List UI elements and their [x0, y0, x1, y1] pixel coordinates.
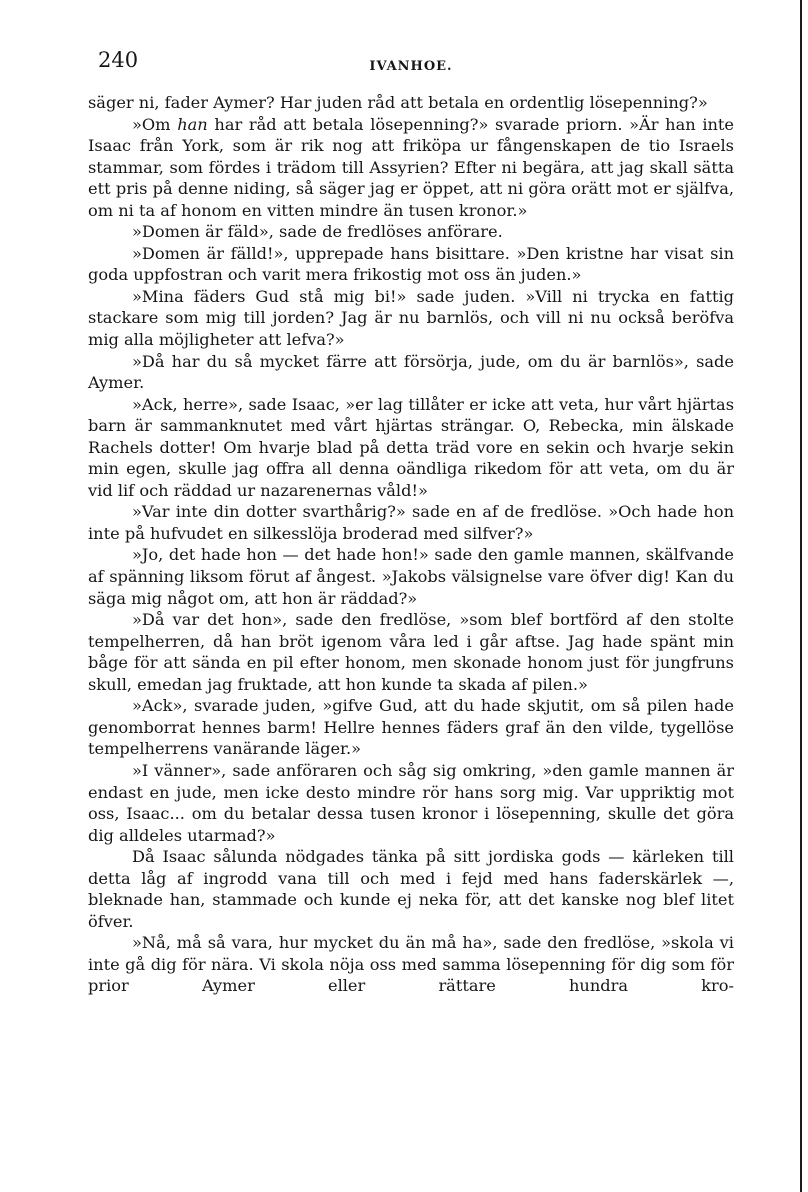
paragraph: »Var inte din dotter svarthårig?» sade en af de fredlöse. »Och hade hon inte på hufvudet en silkesslöja broderad med silfver?» — [88, 502, 734, 543]
page-header — [88, 48, 734, 92]
paragraph-text: har råd att betala lösepenning?» svarade priorn. »Är han inte Isaac från York, som är rik nog att friköpa ur fångenskapen de tio Israels stammar, som fördes i trädom till Assyrien? Efter ni begära, att jag skall sätta ett pris på denne niding, så säger jag er öppet, att ni göra orätt mot er själfva, om ni ta af honom en vitten mindre än tusen kronor.» — [88, 114, 735, 220]
paragraph: »I vänner», sade anföraren och såg sig omkring, »den gamle mannen är endast en jude, men icke desto mindre rör hans sorg mig. Var uppriktig mot oss, Isaac... om du betalar dessa tusen kronor i lösepenning, skulle det göra dig alldeles utarmad?» — [88, 760, 734, 845]
paragraph: »Då var det hon», sade den fredlöse, »som blef bortförd af den stolte tempelherren, då han bröt igenom våra led i går aftse. Jag hade spänt min båge för att sända en pil efter honom, men skonade honom just för jungfruns skull, emedan jag fruktade, att hon kunde ta skada af pilen.» — [88, 610, 734, 694]
body-text — [88, 92, 734, 997]
page-edge — [794, 0, 808, 1192]
paragraph: »Jo, det hade hon — det hade hon!» sade den gamle mannen, skälfvande af spänning liksom förut af ångest. »Jakobs välsignelse vare öfver dig! Kan du säga mig något om, att hon är räddad?» — [88, 545, 734, 608]
paragraph: »Domen är fäld», sade de fredlöses anförare. — [132, 222, 503, 242]
emphasis-text: han — [177, 114, 208, 134]
paragraph: »Ack», svarade juden, »gifve Gud, att du hade skjutit, om så pilen hade genomborrat hennes barm! Hellre hennes fäders graf än den vilde, tygellöse tempelherrens vanärande läger.» — [88, 696, 734, 759]
paragraph-text: »Om — [132, 114, 178, 134]
paragraph: Då Isaac sålunda nödgades tänka på sitt jordiska gods — kärleken till detta låg af ingrodd vana till och med i fejd med hans faderskärlek —, bleknade han, stammade och kunde ej neka för, att det kanske nog blef litet öfver. — [88, 847, 734, 931]
paragraph: »Domen är fälld!», upprepade hans bisittare. »Den kristne har visat sin goda uppfostran och varit mera frikostig mot oss än juden.» — [88, 243, 734, 285]
paragraph: »Nå, må så vara, hur mycket du än må ha», sade den fredlöse, »skola vi inte gå dig för nära. Vi skola nöja oss med samma lösepenning för dig som för prior Aymer eller rättare hundra kro- — [88, 933, 734, 996]
paragraph: »Då har du så mycket färre att försörja, jude, om du är barnlös», sade Aymer. — [88, 351, 734, 393]
paragraph: »Ack, herre», sade Isaac, »er lag tillåter er icke att veta, hur vårt hjärtas barn är sammanknutet med vårt hjärtas strängar. O, Rebecka, min älskade Rachels dotter! Om hvarje blad på detta träd vore en sekin och hvarje sekin min egen, skulle jag offra all denna oändliga rikedom för att veta, om du är vid lif och räddad ur nazarenernas våld!» — [88, 394, 734, 500]
book-page — [88, 48, 734, 997]
page-edge-line — [800, 0, 802, 1192]
paragraph — [88, 114, 734, 222]
paragraph: säger ni, fader Aymer? Har juden råd att betala en ordentlig lösepenning?» — [88, 93, 708, 112]
running-title: IVANHOE. — [369, 59, 453, 74]
paragraph: »Mina fäders Gud stå mig bi!» sade juden. »Vill ni trycka en fattig stackare som mig till jorden? Jag är nu barnlös, och vill ni nu också beröfva mig alla möjligheter att lefva?» — [88, 286, 734, 350]
page-number: 240 — [98, 48, 139, 72]
